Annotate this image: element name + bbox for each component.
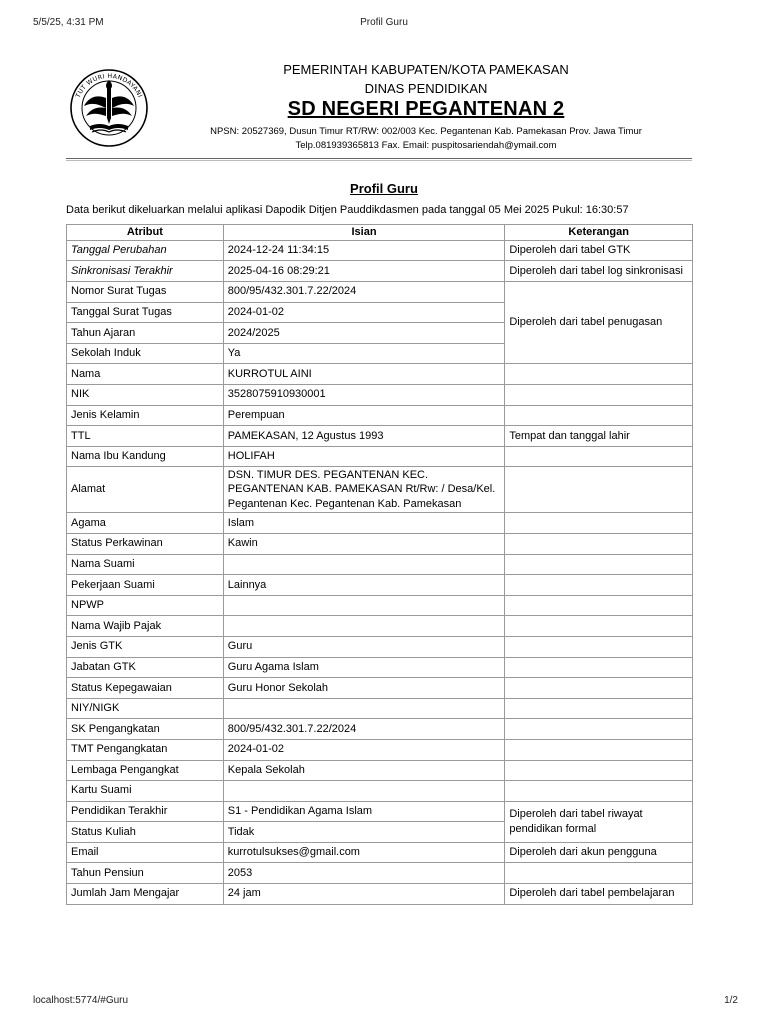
cell-keterangan bbox=[505, 678, 693, 699]
cell-isian: 2025-04-16 08:29:21 bbox=[223, 261, 505, 282]
table-row bbox=[67, 657, 693, 678]
cell-isian: Kepala Sekolah bbox=[223, 760, 505, 781]
cell-isian: 800/95/432.301.7.22/2024 bbox=[223, 719, 505, 740]
cell-isian bbox=[223, 781, 505, 802]
cell-keterangan bbox=[505, 575, 693, 596]
cell-keterangan bbox=[505, 719, 693, 740]
cell-atribut: Nama Ibu Kandung bbox=[67, 446, 224, 467]
cell-keterangan bbox=[505, 385, 693, 406]
profil-guru-table bbox=[66, 224, 693, 905]
table-row bbox=[67, 698, 693, 719]
table-row bbox=[67, 636, 693, 657]
table-row bbox=[67, 781, 693, 802]
cell-isian: DSN. TIMUR DES. PEGANTENAN KEC. PEGANTENAN KAB. PAMEKASAN Rt/Rw: / Desa/Kel. Pegantenan Kec. Pegantenan Kab. Pamekasan bbox=[223, 467, 505, 513]
cell-isian: PAMEKASAN, 12 Agustus 1993 bbox=[223, 426, 505, 447]
cell-atribut: Jumlah Jam Mengajar bbox=[67, 884, 224, 905]
print-url: localhost:5774/#Guru bbox=[33, 995, 129, 1006]
cell-atribut: NIY/NIGK bbox=[67, 698, 224, 719]
cell-atribut: NIK bbox=[67, 385, 224, 406]
cell-isian: Guru Agama Islam bbox=[223, 657, 505, 678]
cell-isian: 2024/2025 bbox=[223, 323, 505, 344]
table-row bbox=[67, 678, 693, 699]
header-keterangan: Keterangan bbox=[505, 225, 693, 241]
cell-atribut: Tanggal Surat Tugas bbox=[67, 302, 224, 323]
cell-keterangan: Diperoleh dari tabel riwayat pendidikan formal bbox=[505, 801, 693, 842]
cell-isian bbox=[223, 595, 505, 616]
cell-atribut: Pendidikan Terakhir bbox=[67, 801, 224, 822]
cell-keterangan bbox=[505, 513, 693, 534]
table-row bbox=[67, 760, 693, 781]
table-row bbox=[67, 261, 693, 282]
cell-keterangan bbox=[505, 554, 693, 575]
cell-keterangan bbox=[505, 616, 693, 637]
cell-keterangan bbox=[505, 781, 693, 802]
cell-atribut: Lembaga Pengangkat bbox=[67, 760, 224, 781]
cell-atribut: Nomor Surat Tugas bbox=[67, 282, 224, 303]
cell-keterangan bbox=[505, 364, 693, 385]
header-isian: Isian bbox=[223, 225, 505, 241]
cell-atribut: Kartu Suami bbox=[67, 781, 224, 802]
cell-atribut: Alamat bbox=[67, 467, 224, 513]
cell-isian: Islam bbox=[223, 513, 505, 534]
table-row bbox=[67, 533, 693, 554]
cell-keterangan bbox=[505, 533, 693, 554]
cell-isian: Perempuan bbox=[223, 405, 505, 426]
cell-atribut: TMT Pengangkatan bbox=[67, 739, 224, 760]
document-title: Profil Guru bbox=[350, 181, 418, 196]
cell-isian: Ya bbox=[223, 343, 505, 364]
cell-atribut: Tahun Ajaran bbox=[67, 323, 224, 344]
table-row bbox=[67, 426, 693, 447]
print-page-number: 1/2 bbox=[724, 995, 738, 1006]
cell-atribut: Sekolah Induk bbox=[67, 343, 224, 364]
cell-atribut: Tahun Pensiun bbox=[67, 863, 224, 884]
cell-keterangan bbox=[505, 739, 693, 760]
logo-text: TUT WURI HANDAYANI bbox=[74, 72, 144, 99]
table-row bbox=[67, 554, 693, 575]
cell-isian: Lainnya bbox=[223, 575, 505, 596]
table-row bbox=[67, 385, 693, 406]
cell-atribut: SK Pengangkatan bbox=[67, 719, 224, 740]
table-row bbox=[67, 719, 693, 740]
cell-atribut: Status Kuliah bbox=[67, 822, 224, 843]
cell-isian: Tidak bbox=[223, 822, 505, 843]
cell-isian: kurrotulsukses@gmail.com bbox=[223, 842, 505, 863]
cell-isian: Kawin bbox=[223, 533, 505, 554]
table-row bbox=[67, 364, 693, 385]
cell-isian: 2024-12-24 11:34:15 bbox=[223, 240, 505, 261]
print-title: Profil Guru bbox=[360, 17, 408, 28]
cell-keterangan bbox=[505, 698, 693, 719]
cell-keterangan bbox=[505, 636, 693, 657]
table-header-row bbox=[67, 225, 693, 241]
cell-atribut: Pekerjaan Suami bbox=[67, 575, 224, 596]
cell-atribut: Jenis GTK bbox=[67, 636, 224, 657]
kop-contact: Telp.081939365813 Fax. Email: puspitosariendah@ymail.com bbox=[295, 140, 557, 151]
cell-keterangan: Diperoleh dari tabel log sinkronisasi bbox=[505, 261, 693, 282]
cell-atribut: NPWP bbox=[67, 595, 224, 616]
cell-isian: HOLIFAH bbox=[223, 446, 505, 467]
cell-atribut: Agama bbox=[67, 513, 224, 534]
cell-isian: 2053 bbox=[223, 863, 505, 884]
cell-atribut: Nama bbox=[67, 364, 224, 385]
cell-atribut: Jenis Kelamin bbox=[67, 405, 224, 426]
table-row bbox=[67, 801, 693, 822]
print-datetime: 5/5/25, 4:31 PM bbox=[33, 17, 104, 28]
cell-keterangan bbox=[505, 863, 693, 884]
cell-isian: Guru bbox=[223, 636, 505, 657]
cell-atribut: Email bbox=[67, 842, 224, 863]
cell-isian: 2024-01-02 bbox=[223, 302, 505, 323]
cell-keterangan bbox=[505, 657, 693, 678]
cell-atribut: Jabatan GTK bbox=[67, 657, 224, 678]
cell-atribut: Status Kepegawaian bbox=[67, 678, 224, 699]
cell-keterangan bbox=[505, 595, 693, 616]
kop-pemerintah: PEMERINTAH KABUPATEN/KOTA PAMEKASAN bbox=[283, 62, 569, 77]
cell-keterangan bbox=[505, 446, 693, 467]
table-row bbox=[67, 513, 693, 534]
cell-isian: 3528075910930001 bbox=[223, 385, 505, 406]
cell-keterangan: Diperoleh dari tabel pembelajaran bbox=[505, 884, 693, 905]
cell-keterangan: Diperoleh dari tabel GTK bbox=[505, 240, 693, 261]
cell-keterangan: Diperoleh dari tabel penugasan bbox=[505, 282, 693, 364]
cell-atribut: Nama Suami bbox=[67, 554, 224, 575]
cell-isian: KURROTUL AINI bbox=[223, 364, 505, 385]
kop-dinas: DINAS PENDIDIKAN bbox=[364, 81, 488, 96]
table-row bbox=[67, 240, 693, 261]
table-row bbox=[67, 446, 693, 467]
cell-atribut: Status Perkawinan bbox=[67, 533, 224, 554]
table-row bbox=[67, 739, 693, 760]
cell-keterangan: Tempat dan tanggal lahir bbox=[505, 426, 693, 447]
table-row bbox=[67, 884, 693, 905]
document-intro: Data berikut dikeluarkan melalui aplikasi Dapodik Ditjen Pauddikdasmen pada tanggal 05 Mei 2025 Pukul: 16:30:57 bbox=[66, 204, 629, 216]
cell-atribut: TTL bbox=[67, 426, 224, 447]
cell-isian bbox=[223, 616, 505, 637]
kop-school-name: SD NEGERI PEGANTENAN 2 bbox=[287, 98, 565, 120]
cell-isian: 2024-01-02 bbox=[223, 739, 505, 760]
kop-address: NPSN: 20527369, Dusun Timur RT/RW: 002/003 Kec. Pegantenan Kab. Pamekasan Prov. Jawa Timur bbox=[210, 126, 642, 137]
kop-divider bbox=[66, 158, 692, 161]
cell-isian bbox=[223, 698, 505, 719]
cell-isian: S1 - Pendidikan Agama Islam bbox=[223, 801, 505, 822]
table-row bbox=[67, 595, 693, 616]
cell-atribut: Sinkronisasi Terakhir bbox=[67, 261, 224, 282]
cell-isian bbox=[223, 554, 505, 575]
tut-wuri-handayani-logo bbox=[64, 68, 154, 148]
table-row bbox=[67, 282, 693, 303]
cell-keterangan bbox=[505, 760, 693, 781]
cell-keterangan bbox=[505, 467, 693, 513]
table-row bbox=[67, 842, 693, 863]
table-row bbox=[67, 575, 693, 596]
cell-atribut: Nama Wajib Pajak bbox=[67, 616, 224, 637]
cell-isian: Guru Honor Sekolah bbox=[223, 678, 505, 699]
table-row bbox=[67, 616, 693, 637]
cell-atribut: Tanggal Perubahan bbox=[67, 240, 224, 261]
cell-keterangan bbox=[505, 405, 693, 426]
table-row bbox=[67, 405, 693, 426]
cell-isian: 800/95/432.301.7.22/2024 bbox=[223, 282, 505, 303]
cell-keterangan: Diperoleh dari akun pengguna bbox=[505, 842, 693, 863]
header-atribut: Atribut bbox=[67, 225, 224, 241]
table-row bbox=[67, 863, 693, 884]
table-row bbox=[67, 467, 693, 513]
cell-isian: 24 jam bbox=[223, 884, 505, 905]
